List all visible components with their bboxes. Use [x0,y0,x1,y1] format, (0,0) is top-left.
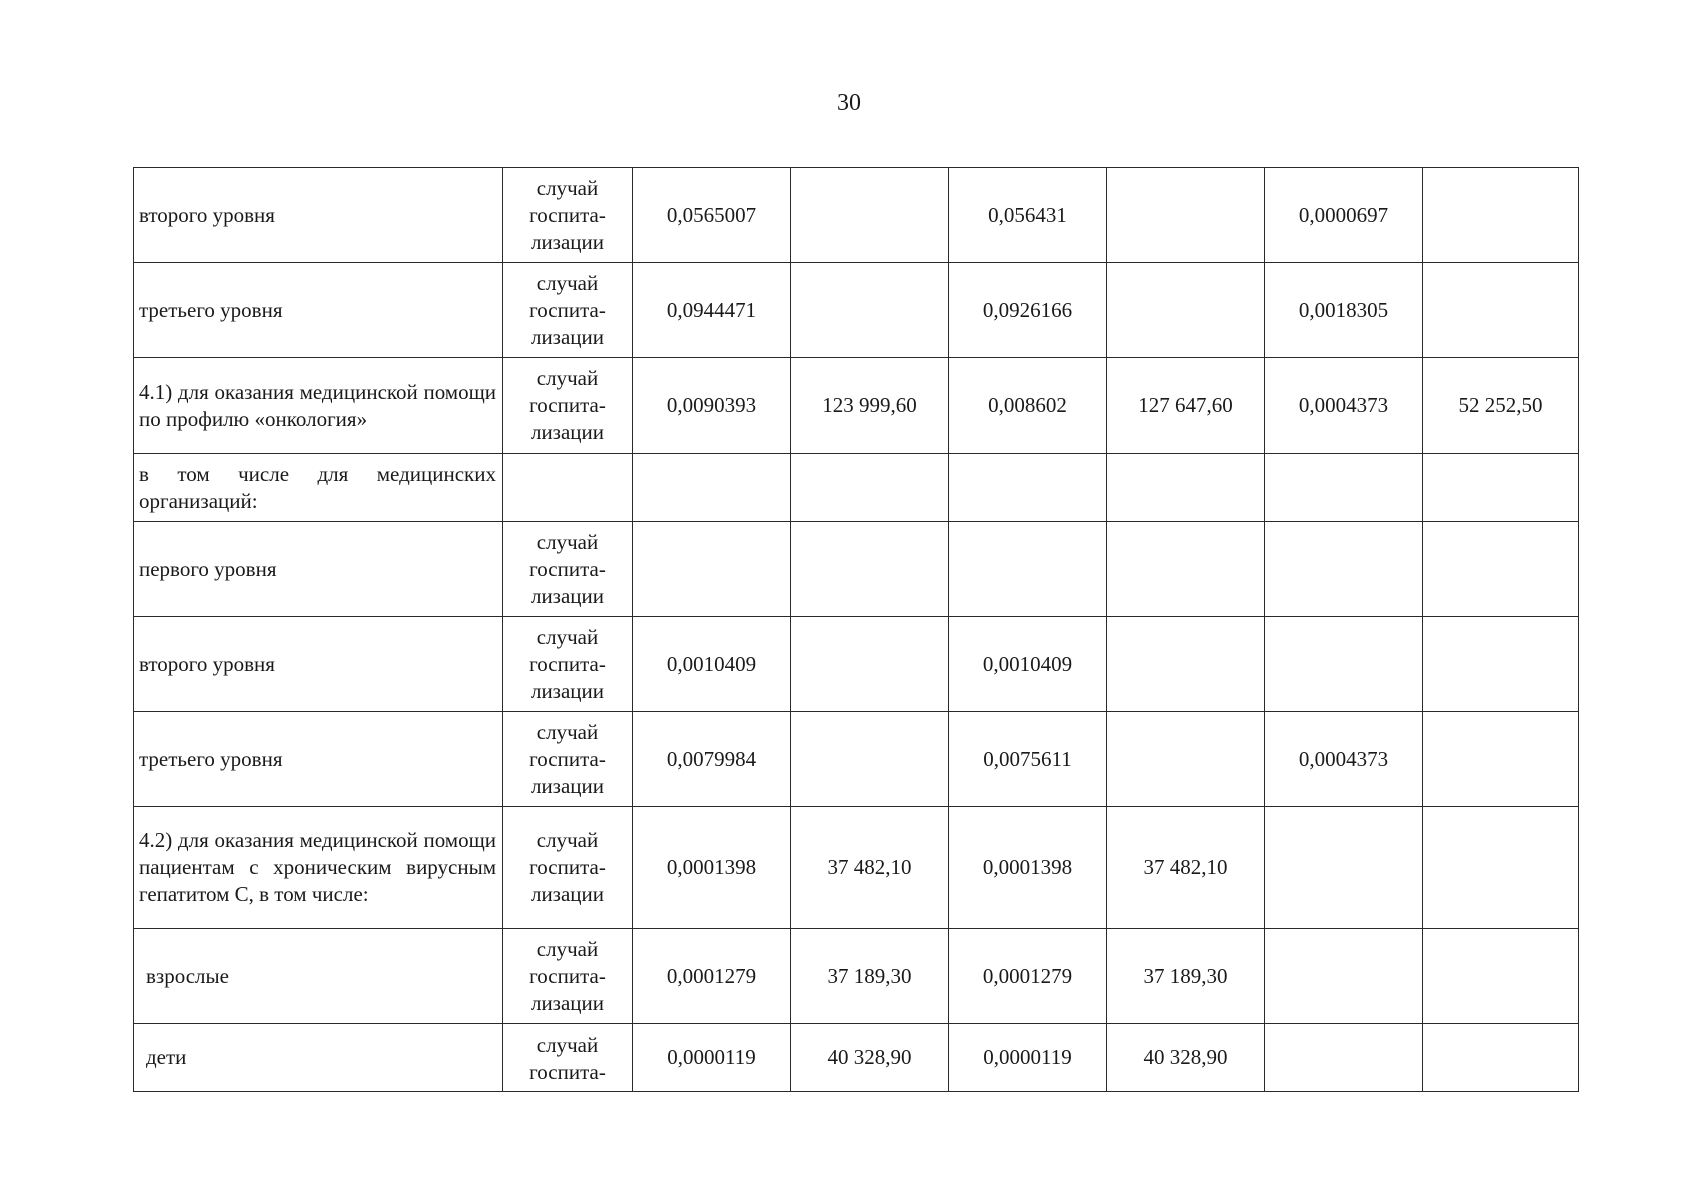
table-row [134,929,1579,1024]
value-cell [1423,1024,1579,1092]
value-cell [1107,617,1265,712]
row-unit: случай госпита-лизации [503,358,633,454]
row-unit: случай госпита-лизации [503,807,633,929]
value-cell: 52 252,50 [1423,358,1579,454]
value-cell [1265,617,1423,712]
value-cell: 0,008602 [949,358,1107,454]
row-unit: случай госпита-лизации [503,712,633,807]
value-cell: 0,0004373 [1265,358,1423,454]
table-row [134,1024,1579,1092]
value-cell: 0,0001279 [949,929,1107,1024]
value-cell: 127 647,60 [1107,358,1265,454]
value-cell: 0,0079984 [633,712,791,807]
value-cell: 0,0565007 [633,168,791,263]
row-unit: случай госпита-лизации [503,522,633,617]
value-cell: 0,0010409 [949,617,1107,712]
value-cell [949,454,1107,522]
value-cell: 0,0944471 [633,263,791,358]
value-cell: 0,0075611 [949,712,1107,807]
value-cell [1423,522,1579,617]
table-row [134,168,1579,263]
table-row [134,358,1579,454]
value-cell [1423,712,1579,807]
row-name: 4.2) для оказания медицинской помощи пациентам с хроническим вирусным гепатитом С, в том числе: [134,807,503,929]
value-cell: 37 189,30 [791,929,949,1024]
row-name: третьего уровня [134,712,503,807]
value-cell [1423,617,1579,712]
value-cell: 123 999,60 [791,358,949,454]
value-cell [1423,807,1579,929]
value-cell [1265,522,1423,617]
value-cell [1107,522,1265,617]
row-name: первого уровня [134,522,503,617]
value-cell [1107,712,1265,807]
value-cell [1423,263,1579,358]
value-cell: 0,0090393 [633,358,791,454]
table-row [134,807,1579,929]
page-number: 30 [837,90,861,116]
row-name: взрослые [134,929,503,1024]
value-cell: 37 482,10 [791,807,949,929]
row-name: 4.1) для оказания медицинской помощи по профилю «онкология» [134,358,503,454]
value-cell [633,454,791,522]
row-unit: случай госпита- [503,1024,633,1092]
value-cell [1107,454,1265,522]
row-unit: случай госпита-лизации [503,263,633,358]
row-unit: случай госпита-лизации [503,929,633,1024]
value-cell: 0,0926166 [949,263,1107,358]
table-row [134,522,1579,617]
row-name: третьего уровня [134,263,503,358]
row-name: в том числе для медицинских организаций: [134,454,503,522]
value-cell [791,263,949,358]
value-cell: 0,0001398 [633,807,791,929]
value-cell: 37 482,10 [1107,807,1265,929]
value-cell [633,522,791,617]
value-cell [791,522,949,617]
value-cell: 0,056431 [949,168,1107,263]
data-table [133,167,1579,1092]
value-cell [1423,168,1579,263]
value-cell: 40 328,90 [791,1024,949,1092]
value-cell [1423,454,1579,522]
row-unit: случай госпита-лизации [503,168,633,263]
value-cell: 0,0004373 [1265,712,1423,807]
value-cell: 37 189,30 [1107,929,1265,1024]
table-row [134,712,1579,807]
value-cell: 0,0001398 [949,807,1107,929]
value-cell: 0,0000119 [949,1024,1107,1092]
value-cell [1423,929,1579,1024]
value-cell [1107,263,1265,358]
value-cell: 0,0010409 [633,617,791,712]
value-cell [949,522,1107,617]
value-cell: 0,0001279 [633,929,791,1024]
row-unit: случай госпита-лизации [503,617,633,712]
row-name: дети [134,1024,503,1092]
value-cell [1107,168,1265,263]
value-cell [791,454,949,522]
row-name: второго уровня [134,617,503,712]
value-cell [1265,807,1423,929]
value-cell: 0,0000697 [1265,168,1423,263]
row-name: второго уровня [134,168,503,263]
row-unit [503,454,633,522]
value-cell [1265,1024,1423,1092]
table-row [134,263,1579,358]
value-cell [1265,929,1423,1024]
value-cell [791,617,949,712]
table-row [134,617,1579,712]
value-cell [791,712,949,807]
value-cell: 0,0000119 [633,1024,791,1092]
value-cell: 40 328,90 [1107,1024,1265,1092]
value-cell [1265,454,1423,522]
value-cell [791,168,949,263]
value-cell: 0,0018305 [1265,263,1423,358]
table-row [134,454,1579,522]
